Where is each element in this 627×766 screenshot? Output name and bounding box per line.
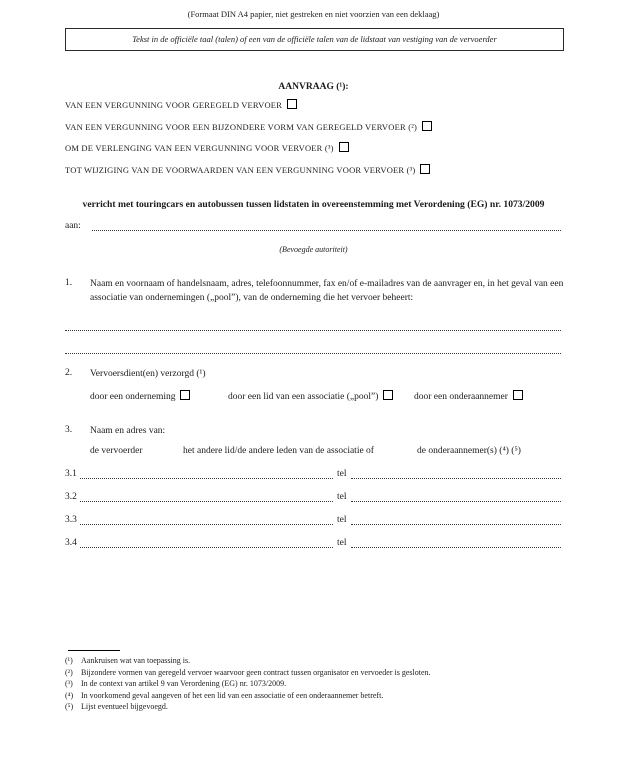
row-3-4-number: 3.4 (65, 538, 77, 548)
language-instruction-box (65, 28, 564, 51)
row-3-1-number: 3.1 (65, 469, 77, 479)
option-regular-service (65, 95, 587, 117)
option-modification (65, 160, 587, 182)
option-special-regular-service-label: VAN EEN VERGUNNING VOOR EEN BIJZONDERE VORM VAN GEREGELD VERVOER (²) (65, 121, 418, 132)
item-2-service-operated (65, 368, 587, 382)
item-2-number: 2. (65, 368, 73, 378)
footnote-2-marker: (²) (65, 667, 73, 677)
form-title: AANVRAAG (¹): (278, 82, 349, 92)
row-3-3-tel-input-line[interactable] (351, 513, 562, 525)
row-3-2-number: 3.2 (65, 492, 77, 502)
item-1-text: Naam en voornaam of handelsnaam, adres, telefoonnummer, fax en/of e-mailadres van de aanvrager en, in het geval van een associatie van ondernemingen („pool”), van de onderneming die het vervoer beheert: (90, 279, 564, 303)
footnote-5-marker: (⁵) (65, 702, 74, 712)
footnotes-block (65, 650, 572, 713)
renewal-checkbox[interactable] (339, 142, 349, 152)
application-type-options (65, 95, 587, 181)
option-by-undertaking (90, 390, 228, 402)
row-3-3 (65, 512, 561, 525)
item-2-options (90, 390, 587, 402)
option-by-undertaking-label: door een onderneming (90, 392, 176, 402)
by-pool-member-checkbox[interactable] (383, 390, 393, 400)
footnote-3 (65, 678, 572, 690)
footnote-4-marker: (⁴) (65, 690, 74, 700)
item-3-column-headers (90, 446, 597, 456)
item-1-applicant-details (65, 278, 564, 305)
by-undertaking-checkbox[interactable] (180, 390, 190, 400)
row-3-1-tel-label: tel (337, 469, 347, 479)
special-regular-service-checkbox[interactable] (422, 121, 432, 131)
footnote-2-text: Bijzondere vormen van geregeld vervoer waarvoor geen contract tussen organisator en vervoeder is gesloten. (81, 667, 431, 677)
option-by-subcontractor-label: door een onderaannemer (414, 392, 508, 402)
item-3-name-address (65, 425, 587, 439)
footnote-5 (65, 701, 572, 713)
footnote-4 (65, 690, 572, 702)
option-special-regular-service (65, 117, 587, 139)
option-modification-label: TOT WIJZIGING VAN DE VOORWAARDEN VAN EEN VERGUNNING VOOR VERVOER (³) (65, 164, 416, 175)
language-instruction-text: Tekst in de officiële taal (talen) of een van de officiële talen van de lidstaat van vestiging van de vervoerder (132, 34, 497, 44)
footnote-divider (68, 650, 120, 651)
row-3-3-number: 3.3 (65, 515, 77, 525)
option-renewal (65, 138, 587, 160)
option-by-subcontractor (414, 390, 587, 402)
footnote-1-marker: (¹) (65, 656, 73, 665)
row-3-4-name-input-line[interactable] (80, 536, 333, 548)
footnote-5-text: Lijst eventueel bijgevoegd. (81, 702, 168, 712)
column-other-members: het andere lid/de andere leden van de associatie of (183, 446, 374, 456)
row-3-4-tel-label: tel (337, 538, 347, 548)
modification-checkbox[interactable] (420, 164, 430, 174)
row-3-1-tel-input-line[interactable] (351, 467, 562, 479)
footnote-4-text: In voorkomend geval aangeven of het een lid van een associatie of een onderaannemer betreft. (81, 690, 384, 700)
paper-format-note: (Formaat DIN A4 papier, niet gestreken en niet voorzien van een deklaag) (187, 9, 440, 19)
addressee-label: aan: (65, 221, 81, 231)
regulation-subject-line: verricht met touringcars en autobussen tussen lidstaten in overeenstemming met Verordening (EG) nr. 1073/2009 (82, 199, 545, 210)
column-carrier: de vervoerder (90, 446, 143, 456)
item-3-label: Naam en adres van: (90, 426, 166, 436)
option-regular-service-label: VAN EEN VERGUNNING VOOR GEREGELD VERVOER (65, 100, 283, 110)
row-3-2-tel-label: tel (337, 492, 347, 502)
row-3-2-name-input-line[interactable] (80, 490, 333, 502)
item-2-label: Vervoersdient(en) verzorgd (¹) (90, 369, 206, 379)
row-3-3-name-input-line[interactable] (80, 513, 333, 525)
row-3-3-tel-label: tel (337, 515, 347, 525)
column-subcontractors: de onderaannemer(s) (⁴) (⁵) (417, 446, 521, 456)
option-by-pool-member (228, 390, 414, 402)
row-3-1-name-input-line[interactable] (80, 467, 333, 479)
item-3-number: 3. (65, 425, 73, 435)
competent-authority-caption: (Bevoegde autoriteit) (279, 245, 348, 254)
row-3-4 (65, 535, 561, 548)
row-3-4-tel-input-line[interactable] (351, 536, 562, 548)
item-1-input-line-2[interactable] (65, 353, 561, 354)
footnote-2 (65, 667, 572, 679)
row-3-2 (65, 489, 561, 502)
footnote-3-marker: (³) (65, 679, 73, 689)
item-1-number: 1. (65, 278, 73, 288)
footnote-1-text: Aankruisen wat van toepassing is. (81, 656, 191, 665)
regular-service-checkbox[interactable] (287, 99, 297, 109)
addressee-input-line[interactable] (92, 219, 561, 231)
footnote-1 (65, 655, 572, 667)
by-subcontractor-checkbox[interactable] (513, 390, 523, 400)
item-1-input-line-1[interactable] (65, 330, 561, 331)
row-3-1 (65, 466, 561, 479)
footnote-3-text: In de context van artikel 9 van Verordening (EG) nr. 1073/2009. (81, 679, 287, 689)
option-by-pool-member-label: door een lid van een associatie („pool”) (228, 392, 379, 402)
row-3-2-tel-input-line[interactable] (351, 490, 562, 502)
addressee-row (65, 219, 561, 231)
option-renewal-label: OM DE VERLENGING VAN EEN VERGUNNING VOOR VERVOER (³) (65, 143, 334, 153)
